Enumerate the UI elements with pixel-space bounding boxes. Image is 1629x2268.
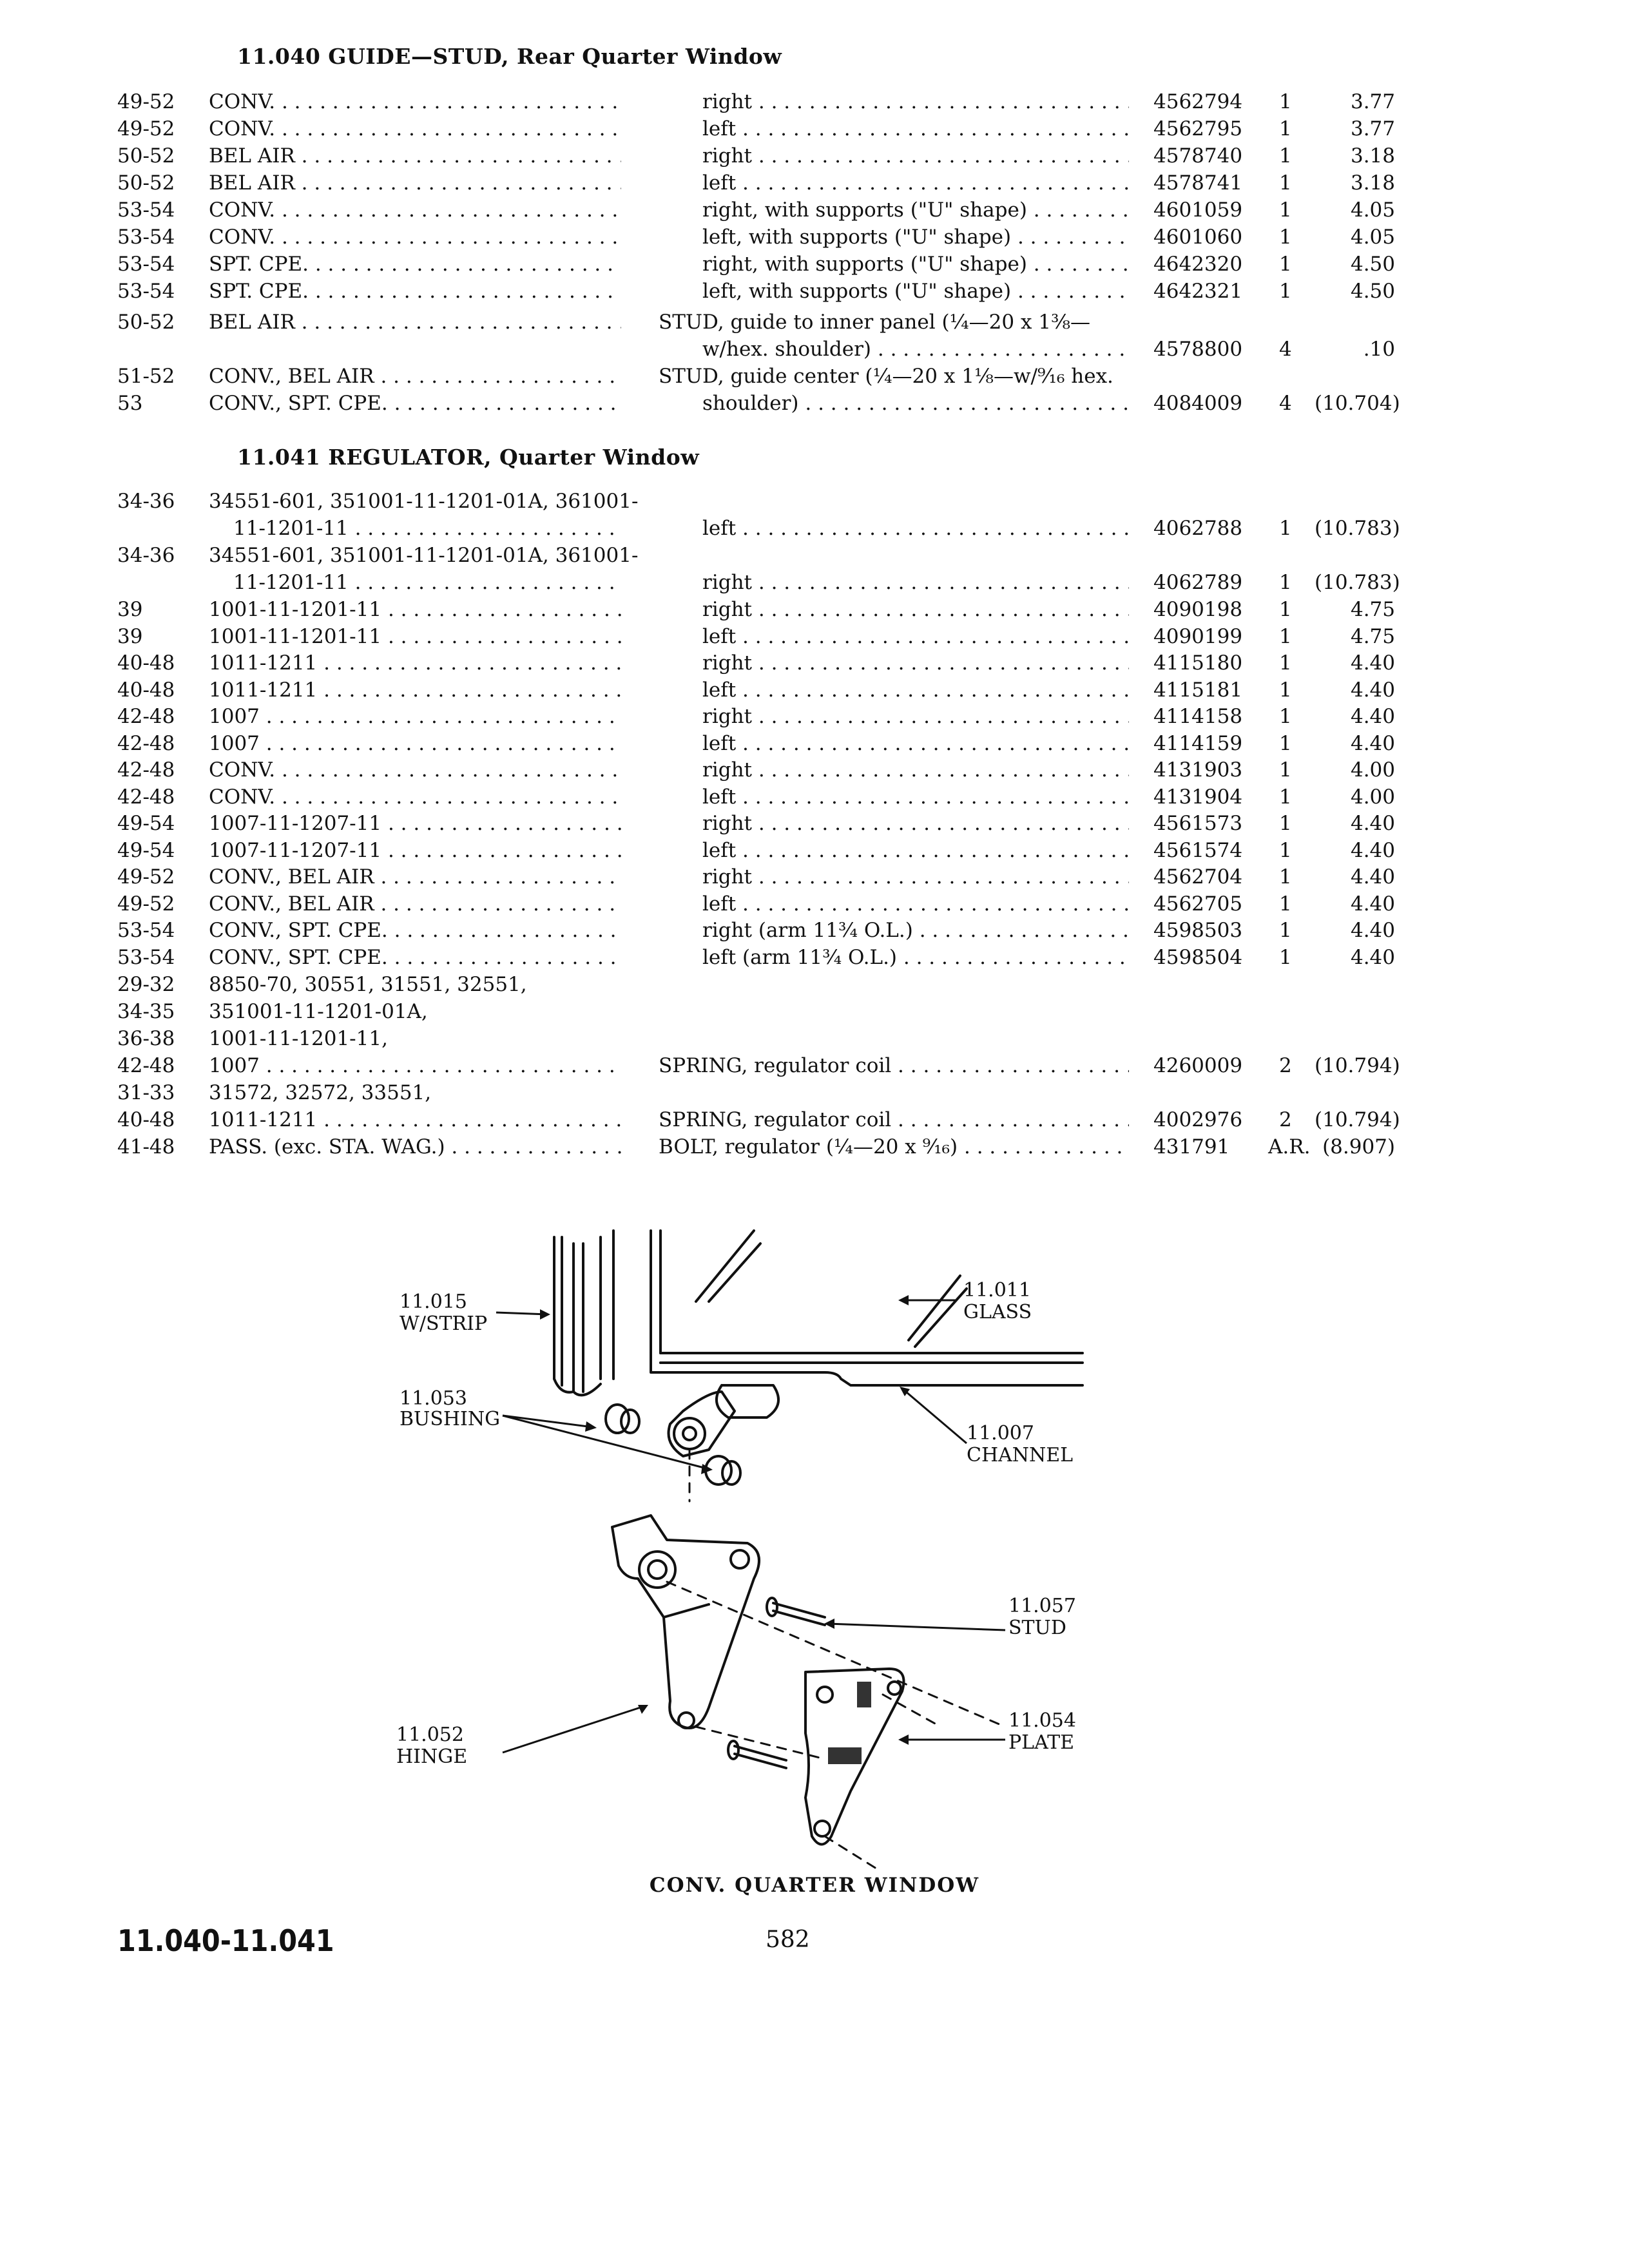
years: 49-54 — [117, 838, 175, 862]
alignment-lines — [667, 1450, 1005, 1869]
part-number: 4578740 — [1153, 144, 1243, 168]
years: 49-54 — [117, 812, 175, 835]
part-number: 4578800 — [1153, 338, 1243, 361]
quantity: 1 — [1279, 892, 1292, 916]
table-row — [0, 704, 1629, 729]
model: CONV. . . . — [209, 224, 621, 250]
description: right, with supports ("U" shape) . . . — [702, 197, 1129, 223]
part-number: 4561574 — [1153, 838, 1243, 862]
price: (10.794) — [1315, 1054, 1400, 1077]
part-number: 4642320 — [1153, 253, 1243, 276]
model: CONV. . . . — [209, 197, 621, 223]
hinge-pivot-drawing — [669, 1392, 735, 1456]
years: 36-38 — [117, 1027, 175, 1050]
price: 3.18 — [1350, 144, 1395, 168]
years: 53 — [117, 392, 143, 415]
part-number: 4562794 — [1153, 90, 1243, 113]
table-row — [0, 89, 1629, 115]
quantity: 4 — [1279, 338, 1292, 361]
part-number: 4062788 — [1153, 517, 1243, 540]
years: 51-52 — [117, 365, 175, 388]
model: 34551-601, 351001-11-1201-01A, 361001- — [209, 544, 639, 567]
price: (10.783) — [1315, 517, 1400, 540]
model: 1011-1211 . . . — [209, 650, 621, 676]
table-row — [0, 1026, 1629, 1052]
label-glass: GLASS — [963, 1301, 1032, 1323]
label-bushing: BUSHING — [400, 1408, 501, 1430]
model: 8850-70, 30551, 31551, 32551, — [209, 973, 527, 996]
quarter-window-diagram — [361, 1218, 1134, 1881]
description: left . . . — [702, 515, 1129, 541]
quantity: 1 — [1279, 945, 1292, 969]
description: left . . . — [702, 677, 1129, 703]
table-row — [0, 278, 1629, 304]
part-number: 4090198 — [1153, 598, 1243, 621]
quantity: 1 — [1279, 571, 1292, 594]
table-row — [0, 1134, 1629, 1160]
price: 4.05 — [1350, 226, 1395, 249]
part-number: 4131903 — [1153, 758, 1243, 782]
model: SPT. CPE. . . . — [209, 251, 621, 277]
price: 3.18 — [1350, 171, 1395, 195]
table-row — [0, 864, 1629, 890]
price: 3.77 — [1350, 117, 1395, 140]
years: 50-52 — [117, 171, 175, 195]
quantity: 1 — [1279, 705, 1292, 728]
quantity: 1 — [1279, 598, 1292, 621]
years: 53-54 — [117, 226, 175, 249]
price: 3.77 — [1350, 90, 1395, 113]
label-glass-number: 11.011 — [963, 1279, 1031, 1302]
price: .10 — [1363, 338, 1395, 361]
quantity: 1 — [1279, 517, 1292, 540]
years: 42-48 — [117, 1054, 175, 1077]
quantity: 1 — [1279, 758, 1292, 782]
description: right . . . — [702, 89, 1129, 115]
part-number: 4131904 — [1153, 785, 1243, 809]
model: CONV. . . . — [209, 89, 621, 115]
part-number: 4578741 — [1153, 171, 1243, 195]
description: STUD, guide center (¼—20 x 1⅛—w/⁹⁄₁₆ hex. — [659, 365, 1113, 388]
quantity: 1 — [1279, 731, 1292, 755]
price: 4.40 — [1350, 865, 1395, 889]
model: CONV. . . . — [209, 784, 621, 810]
table-row — [0, 143, 1629, 169]
years: 49-52 — [117, 117, 175, 140]
years: 42-48 — [117, 785, 175, 809]
price: 4.75 — [1350, 624, 1395, 648]
model: 31572, 32572, 33551, — [209, 1081, 432, 1104]
description: left . . . — [702, 838, 1129, 863]
part-number: 4114159 — [1153, 731, 1243, 755]
quantity: 1 — [1279, 171, 1292, 195]
years: 53-54 — [117, 945, 175, 969]
description: right . . . — [702, 757, 1129, 783]
description: right, with supports ("U" shape) . . . — [702, 251, 1129, 277]
description: w/hex. shoulder) . . . — [702, 336, 1129, 362]
page-number: 582 — [766, 1927, 810, 1953]
hinge-drawing — [612, 1515, 759, 1728]
table-row — [0, 650, 1629, 676]
price: 4.00 — [1350, 785, 1395, 809]
part-number: 431791 — [1153, 1135, 1230, 1158]
description: right . . . — [702, 143, 1129, 169]
price: 4.40 — [1350, 838, 1395, 862]
part-number: 4115181 — [1153, 678, 1243, 702]
model: BEL AIR . . . — [209, 309, 621, 335]
section-title-11-040: 11.040 GUIDE—STUD, Rear Quarter Window — [237, 44, 782, 69]
quantity: 1 — [1279, 253, 1292, 276]
years: 40-48 — [117, 1108, 175, 1131]
model: CONV., BEL AIR . . . — [209, 363, 621, 389]
years: 53-54 — [117, 198, 175, 222]
description: left . . . — [702, 116, 1129, 142]
quantity: 1 — [1279, 226, 1292, 249]
table-row — [0, 811, 1629, 836]
label-plate: PLATE — [1008, 1731, 1075, 1754]
part-number: 4601060 — [1153, 226, 1243, 249]
quantity: 1 — [1279, 624, 1292, 648]
quantity: 1 — [1279, 678, 1292, 702]
description: right . . . — [702, 864, 1129, 890]
part-number: 4562795 — [1153, 117, 1243, 140]
years: 50-52 — [117, 144, 175, 168]
description: right . . . — [702, 650, 1129, 676]
quantity: 1 — [1279, 117, 1292, 140]
quantity: 2 — [1279, 1054, 1292, 1077]
years: 50-52 — [117, 311, 175, 334]
part-number: 4601059 — [1153, 198, 1243, 222]
table-row — [0, 251, 1629, 277]
price: (10.783) — [1315, 571, 1400, 594]
quantity: 1 — [1279, 144, 1292, 168]
table-row — [0, 838, 1629, 863]
model: CONV. . . . — [209, 757, 621, 783]
price: 4.50 — [1350, 253, 1395, 276]
table-row — [0, 363, 1629, 389]
years: 49-52 — [117, 865, 175, 889]
part-number: 4084009 — [1153, 392, 1243, 415]
quantity: 1 — [1279, 90, 1292, 113]
table-row — [0, 624, 1629, 649]
table-row — [0, 309, 1629, 335]
footer-section-id: 11.040-11.041 — [117, 1923, 334, 1958]
table-row — [0, 918, 1629, 943]
model: CONV., BEL AIR . . . — [209, 891, 621, 917]
quantity: 1 — [1279, 651, 1292, 675]
quantity: 1 — [1279, 280, 1292, 303]
model: CONV., SPT. CPE. . . . — [209, 918, 621, 943]
years: 40-48 — [117, 651, 175, 675]
description: SPRING, regulator coil . . . — [659, 1107, 1129, 1133]
quantity: 1 — [1279, 919, 1292, 942]
model: BEL AIR . . . — [209, 143, 621, 169]
part-number: 4090199 — [1153, 624, 1243, 648]
table-row — [0, 515, 1629, 541]
label-bushing-number: 11.053 — [400, 1387, 467, 1410]
part-number: 4115180 — [1153, 651, 1243, 675]
diagram-caption: CONV. QUARTER WINDOW — [649, 1874, 980, 1897]
description: BOLT, regulator (¼—20 x ⁹⁄₁₆) . . . — [659, 1134, 1129, 1160]
model: 11-1201-11 . . . — [233, 570, 621, 595]
model: 1011-1211 . . . — [209, 1107, 621, 1133]
years: 41-48 — [117, 1135, 175, 1158]
years: 49-52 — [117, 90, 175, 113]
description: left, with supports ("U" shape) . . . — [702, 278, 1129, 304]
table-row — [0, 945, 1629, 970]
table-row — [0, 757, 1629, 783]
part-number: 4598503 — [1153, 919, 1243, 942]
table-row — [0, 677, 1629, 703]
table-row — [0, 116, 1629, 142]
table-row — [0, 784, 1629, 810]
label-wstrip: W/STRIP — [400, 1312, 488, 1335]
years: 53-54 — [117, 253, 175, 276]
model: 1001-11-1201-11 . . . — [209, 597, 621, 622]
table-row — [0, 170, 1629, 196]
weatherstrip-drawing — [554, 1231, 613, 1395]
part-number: 4562704 — [1153, 865, 1243, 889]
model: CONV., SPT. CPE. . . . — [209, 945, 621, 970]
quantity: A.R. — [1268, 1135, 1311, 1158]
years: 39 — [117, 624, 143, 648]
model: 1001-11-1201-11, — [209, 1027, 388, 1050]
price: 4.75 — [1350, 598, 1395, 621]
description: left . . . — [702, 731, 1129, 756]
years: 42-48 — [117, 758, 175, 782]
description: STUD, guide to inner panel (¼—20 x 1⅜— — [659, 311, 1091, 334]
label-wstrip-number: 11.015 — [400, 1291, 467, 1313]
price: (10.794) — [1315, 1108, 1400, 1131]
model: CONV., BEL AIR . . . — [209, 864, 621, 890]
years: 49-52 — [117, 892, 175, 916]
quantity: 4 — [1279, 392, 1292, 415]
part-number: 4260009 — [1153, 1054, 1243, 1077]
label-stud: STUD — [1008, 1617, 1066, 1639]
table-row — [0, 543, 1629, 568]
years: 31-33 — [117, 1081, 175, 1104]
years: 53-54 — [117, 919, 175, 942]
description: left (arm 11¾ O.L.) . . . — [702, 945, 1129, 970]
model: CONV., SPT. CPE. . . . — [209, 390, 621, 416]
years: 42-48 — [117, 731, 175, 755]
table-row — [0, 731, 1629, 756]
model: 351001-11-1201-01A, — [209, 1000, 428, 1023]
table-row — [0, 597, 1629, 622]
price: 4.40 — [1350, 919, 1395, 942]
description: left . . . — [702, 170, 1129, 196]
price: 4.40 — [1350, 678, 1395, 702]
description: right . . . — [702, 570, 1129, 595]
part-number: 4562705 — [1153, 892, 1243, 916]
stud-drawing — [728, 1598, 825, 1768]
label-stud-number: 11.057 — [1008, 1595, 1076, 1617]
table-row — [0, 224, 1629, 250]
description: right . . . — [702, 597, 1129, 622]
price: 4.40 — [1350, 731, 1395, 755]
table-row — [0, 1107, 1629, 1133]
table-row — [0, 1053, 1629, 1079]
table-row — [0, 390, 1629, 416]
years: 53-54 — [117, 280, 175, 303]
description: shoulder) . . . — [702, 390, 1129, 416]
years: 40-48 — [117, 678, 175, 702]
table-row — [0, 488, 1629, 514]
model: 1007 . . . — [209, 1053, 621, 1079]
table-row — [0, 972, 1629, 997]
plate-drawing — [805, 1669, 904, 1845]
table-row — [0, 1080, 1629, 1106]
quantity: 1 — [1279, 812, 1292, 835]
model: 1007-11-1207-11 . . . — [209, 811, 621, 836]
years: 29-32 — [117, 973, 175, 996]
part-number: 4642321 — [1153, 280, 1243, 303]
table-row — [0, 570, 1629, 595]
description: left, with supports ("U" shape) . . . — [702, 224, 1129, 250]
description: left . . . — [702, 624, 1129, 649]
description: SPRING, regulator coil . . . — [659, 1053, 1129, 1079]
model: 1007 . . . — [209, 704, 621, 729]
model: 34551-601, 351001-11-1201-01A, 361001- — [209, 490, 639, 513]
description: right . . . — [702, 704, 1129, 729]
model: 11-1201-11 . . . — [233, 515, 621, 541]
model: PASS. (exc. STA. WAG.) . . . — [209, 1134, 621, 1160]
price: 4.00 — [1350, 758, 1395, 782]
table-row — [0, 891, 1629, 917]
price: 4.40 — [1350, 705, 1395, 728]
part-number: 4561573 — [1153, 812, 1243, 835]
quantity: 1 — [1279, 865, 1292, 889]
price: 4.05 — [1350, 198, 1395, 222]
years: 42-48 — [117, 705, 175, 728]
model: SPT. CPE. . . . — [209, 278, 621, 304]
label-channel-number: 11.007 — [967, 1422, 1034, 1445]
quantity: 2 — [1279, 1108, 1292, 1131]
part-number: 4062789 — [1153, 571, 1243, 594]
price: (10.704) — [1315, 392, 1400, 415]
years: 39 — [117, 598, 143, 621]
part-number: 4114158 — [1153, 705, 1243, 728]
section-title-11-041: 11.041 REGULATOR, Quarter Window — [237, 445, 700, 470]
model: 1011-1211 . . . — [209, 677, 621, 703]
part-number: 4598504 — [1153, 945, 1243, 969]
quantity: 1 — [1279, 198, 1292, 222]
years: 34-36 — [117, 544, 175, 567]
label-hinge-number: 11.052 — [396, 1724, 464, 1746]
years: 34-35 — [117, 1000, 175, 1023]
price: 4.40 — [1350, 812, 1395, 835]
model: 1001-11-1201-11 . . . — [209, 624, 621, 649]
quantity: 1 — [1279, 785, 1292, 809]
description: right . . . — [702, 811, 1129, 836]
model: CONV. . . . — [209, 116, 621, 142]
label-channel: CHANNEL — [967, 1444, 1074, 1466]
table-row — [0, 999, 1629, 1024]
table-row — [0, 197, 1629, 223]
quantity: 1 — [1279, 838, 1292, 862]
model: BEL AIR . . . — [209, 170, 621, 196]
description: left . . . — [702, 891, 1129, 917]
years: 34-36 — [117, 490, 175, 513]
model: 1007-11-1207-11 . . . — [209, 838, 621, 863]
price: 4.40 — [1350, 651, 1395, 675]
price: 4.40 — [1350, 945, 1395, 969]
description: left . . . — [702, 784, 1129, 810]
description: right (arm 11¾ O.L.) . . . — [702, 918, 1129, 943]
table-row — [0, 336, 1629, 362]
price: 4.50 — [1350, 280, 1395, 303]
part-number: 4002976 — [1153, 1108, 1243, 1131]
label-plate-number: 11.054 — [1008, 1709, 1076, 1732]
price: (8.907) — [1322, 1135, 1395, 1158]
label-hinge: HINGE — [396, 1745, 468, 1768]
model: 1007 . . . — [209, 731, 621, 756]
price: 4.40 — [1350, 892, 1395, 916]
